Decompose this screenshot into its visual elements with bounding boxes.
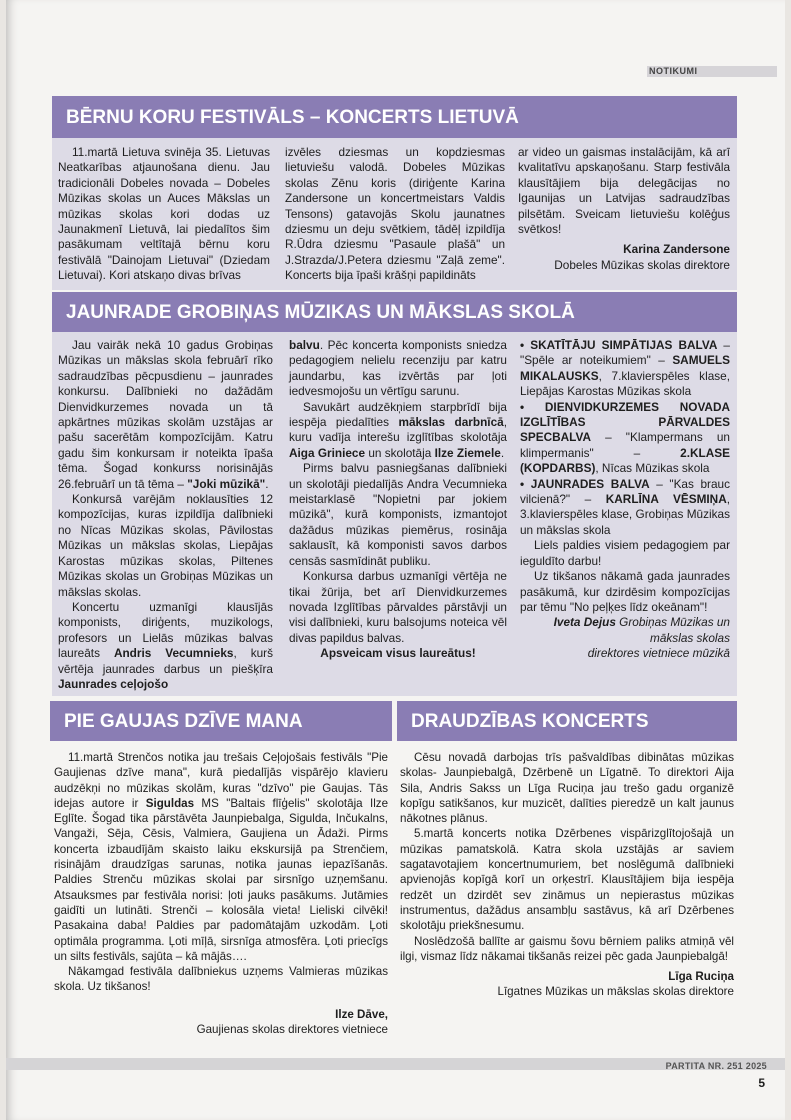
award-item: • DIENVIDKURZEMES NOVADA IZGLĪTĪBAS PĀRVALDES SPECBALVA – "Klampermans un klimpermanis" – 2.KLASE (KOPDARBS), Nīcas Mūzikas skola (520, 399, 730, 476)
article1-col2: izvēles dziesmas un kopdziesmas lietuviešu valodā. Dobeles Mūzikas skolas Zēnu koris (diriģente Karina Zandersone un koncertmeistars Valdis Tensons) gatavojās Skolu jaunatnes dziesmu un deju svētkiem, tādēļ izpildīja R.Ūdra dziesmu "Pasaule plašā" un J.Strazda/J.Petera dziesmu "Zaļā zeme". Koncerts bija īpaši krāšņi papildināts (285, 145, 505, 283)
article3-signature: Ilze Dāve, Gaujienas skolas direktores vietniece (196, 1007, 388, 1037)
award-item: • JAUNRADES BALVA – "Kas brauc vilcienā?" – KARLĪNA VĒSMIŅA, 3.klavierspēles klase, Grobiņas Mūzikas un mākslas skola (520, 476, 730, 537)
award-item: • SKATĪTĀJU SIMPĀTIJAS BALVA – "Spēle ar noteikumiem" – SAMUELS MIKALAUSKS, 7.klavierspēles klase, Liepājas Karostas Mūzikas skola (520, 338, 730, 399)
article1-signature: Karina Zandersone Dobeles Mūzikas skolas direktore (554, 242, 730, 272)
article4-body: Cēsu novadā darbojas trīs pašvaldības dibinātas mūzikas skolas- Jaunpiebalgā, Dzērbenē un Līgatnē. To direktori Aija Sila, Andris Sakss un Līga Ruciņa jau trešo gadu organizē kopīgu satikšanos, kur muzicēt, dalīties pieredzē un kalt jaunus nākotnes plānus. 5.martā koncerts notika Dzērbenes vispārizglītojošajā un mūzikas pamatskolā. Katra skola uzstājās ar saviem sagatavotajiem koncertnumuriem, bet noslēgumā dalībnieki apvienojās kopīgā korī un orķestrī. Klausītājiem bija iespēja redzēt un dzirdēt sev zināmus un nepierastus mūzikas instrumentus, dažādus ansambļu sastāvus, kā arī Dzērbenes skolotāju priekšnesumu. Noslēdzošā ballīte ar gaismu šovu bērniem paliks atmiņā vēl ilgi, vismaz līdz nākamai tikšanās reizei pēc gada Jaunpiebalgā! Līga Ruciņa Līgatnes Mūzikas un mākslas skolas direktore (400, 751, 734, 999)
article1-col1: 11.martā Lietuva svinēja 35. Lietuvas Neatkarības atjaunošana dienu. Jau tradicionāli Dobeles novada – Dobeles Mūzikas skolas un Auces Mākslas un mūzikas skolas kori dodas uz Jaunakmenī Lietuvā, lai piedalītos šim pasākumam veltītajā bērnu koru festivālā "Dainojam Lietuvai" (Dziedam Lietuvai). Kori atskaņo divas brīvas (58, 145, 270, 283)
article1-title: BĒRNU KORU FESTIVĀLS – KONCERTS LIETUVĀ (52, 96, 737, 138)
article3-title: PIE GAUJAS DZĪVE MANA (50, 701, 392, 741)
magazine-page (6, 0, 785, 1120)
article2-col2: balvu. Pēc koncerta komponists sniedza pedagogiem nelielu recenziju par katru jaundarbu, kas izvērtās par ļoti iedvesmojošu un vērtīgu sarunu. Savukārt audzēkņiem starpbrīdī bija iespēja piedalīties mākslas darbnīcā, kuru vadīja interešu izglītības skolotāja Aiga Griniece un skolotāja Ilze Ziemele. Pirms balvu pasniegšanas dalībnieki un skolotāji piedalījās Andra Vecumnieka meistarklasē "Nopietni par jokiem mūzikā", kurā komponists, izmantojot dažādus mūzikas piemērus, rosināja saklausīt, kā komponisti savos darbos censās sasmīdināt publiku. Konkursa darbus uzmanīgi vērtēja ne tikai žūrija, bet arī Dienvidkurzemes novada Izglītības pārvaldes pārstāvji un visi dalībnieki, kuru balsojums noteica vēl divas papildus balvas. Apsveicam visus laureātus! (289, 338, 507, 661)
article1-col3: ar video un gaismas instalācijām, kā arī kvalitatīvu apskaņošanu. Starp festivāla klausītājiem bija delegācijas no Igaunijas un Latvijas sadraudzības pilsētām. Sveicam lietuviešu kolēģus svētkos! Karina Zandersone Dobeles Mūzikas skolas direktore (518, 145, 730, 272)
page-number: 5 (758, 1076, 765, 1090)
article2-signature: Iveta Dejus Grobiņas Mūzikas un mākslas skolas direktores vietniece mūzikā (553, 615, 730, 661)
section-tag: NOTIKUMI (647, 66, 777, 77)
article2-col1: Jau vairāk nekā 10 gadus Grobiņas Mūzikas un mākslas skola februārī rīko sadraudzības pēcpusdienu – jaunrades konkursu. Dalībnieki no dažādām Dienvidkurzemes novada un tā apkārtnes mūzikas skolām uzstājas ar pašu sacerētām kompozīcijām. Katru gadu šim konkursam ir noteikta īpaša tēma. Šogad konkurss norisinājās 26.februārī un tā tēma – "Joki mūzikā". Konkursā varējām noklausīties 12 kompozīcijas, kuras izpildīja dalībnieki no Nīcas Mūzikas skolas, Pāvilostas Mūzikas un mākslas skolas, Liepājas Karostas mūzikas skolas, Piltenes Mūzikas skolas un Grobiņas Mūzikas un mākslas skolas. Koncertu uzmanīgi klausījās komponists, diriģents, muzikologs, profesors un Lielās mūzikas balvas laureāts Andris Vecumnieks, kurš vērtēja jaunrades darbus un piešķīra Jaunrades ceļojošo (58, 338, 273, 691)
publication-name: PARTITA NR. 251 2025 (665, 1061, 767, 1071)
article2-title: JAUNRADE GROBIŅAS MŪZIKAS UN MĀKSLAS SKOLĀ (52, 292, 737, 332)
article2-col3: • SKATĪTĀJU SIMPĀTIJAS BALVA – "Spēle ar noteikumiem" – SAMUELS MIKALAUSKS, 7.klavierspēles klase, Liepājas Karostas Mūzikas skola • DIENVIDKURZEMES NOVADA IZGLĪTĪBAS PĀRVALDES SPECBALVA – "Klampermans un klimpermanis" – 2.KLASE (KOPDARBS), Nīcas Mūzikas skola • JAUNRADES BALVA – "Kas brauc vilcienā?" – KARLĪNA VĒSMIŅA, 3.klavierspēles klase, Grobiņas Mūzikas un mākslas skola Liels paldies visiem pedagogiem par ieguldīto darbu! Uz tikšanos nākamā gada jaunrades pasākumā, kur dzirdēsim kompozīcijas par tēmu "No peļķes līdz okeānam"! Iveta Dejus Grobiņas Mūzikas un mākslas skolas direktores vietniece mūzikā (520, 338, 730, 661)
article3-body: 11.martā Strenčos notika jau trešais Ceļojošais festivāls "Pie Gaujienas dzīve mana", kurā piedalījās vispārējo klavieru audzēkņi no mūzikas skolām, kuras "dzīvo" pie Gaujas. Tās idejas autore ir Siguldas MS "Baltais flīģelis" skolotāja Ilze Eglīte. Šogad tika pārstāvēta Jaunpiebalga, Sigulda, Inčukalns, Vangaži, Sēja, Cēsis, Valmiera, Gaujiena un Ādaži. Pirms koncerta izbaudījām skaisto laiku ekskursijā pa Strenčiem, risinājām draudzīgas sarunas, notika jaunas iepazīšanās. Paldies Strenču mūzikas skolai par sirsnīgo uzņemšanu. Atsauksmes par festivāla norisi: ļoti jauks pasākums. Jutāmies gaidīti un lutināti. Strenči – kolosāla vieta! Lieliski cilvēki! Pasakaina daba! Paldies par padomātajām uzkodām. Ļoti optimāla programma. Ļoti mīļā, sirsnīga atmosfēra. Ļoti priecīgs un silts festivāls, sajūta – kā mājās…. Nākamgad festivāla dalībniekus uzņems Valmieras mūzikas skola. Uz tikšanos! Ilze Dāve, Gaujienas skolas direktores vietniece (54, 751, 389, 1037)
article4-signature: Līga Ruciņa Līgatnes Mūzikas un mākslas skolas direktore (497, 970, 734, 999)
article4-title: DRAUDZĪBAS KONCERTS (397, 701, 737, 741)
